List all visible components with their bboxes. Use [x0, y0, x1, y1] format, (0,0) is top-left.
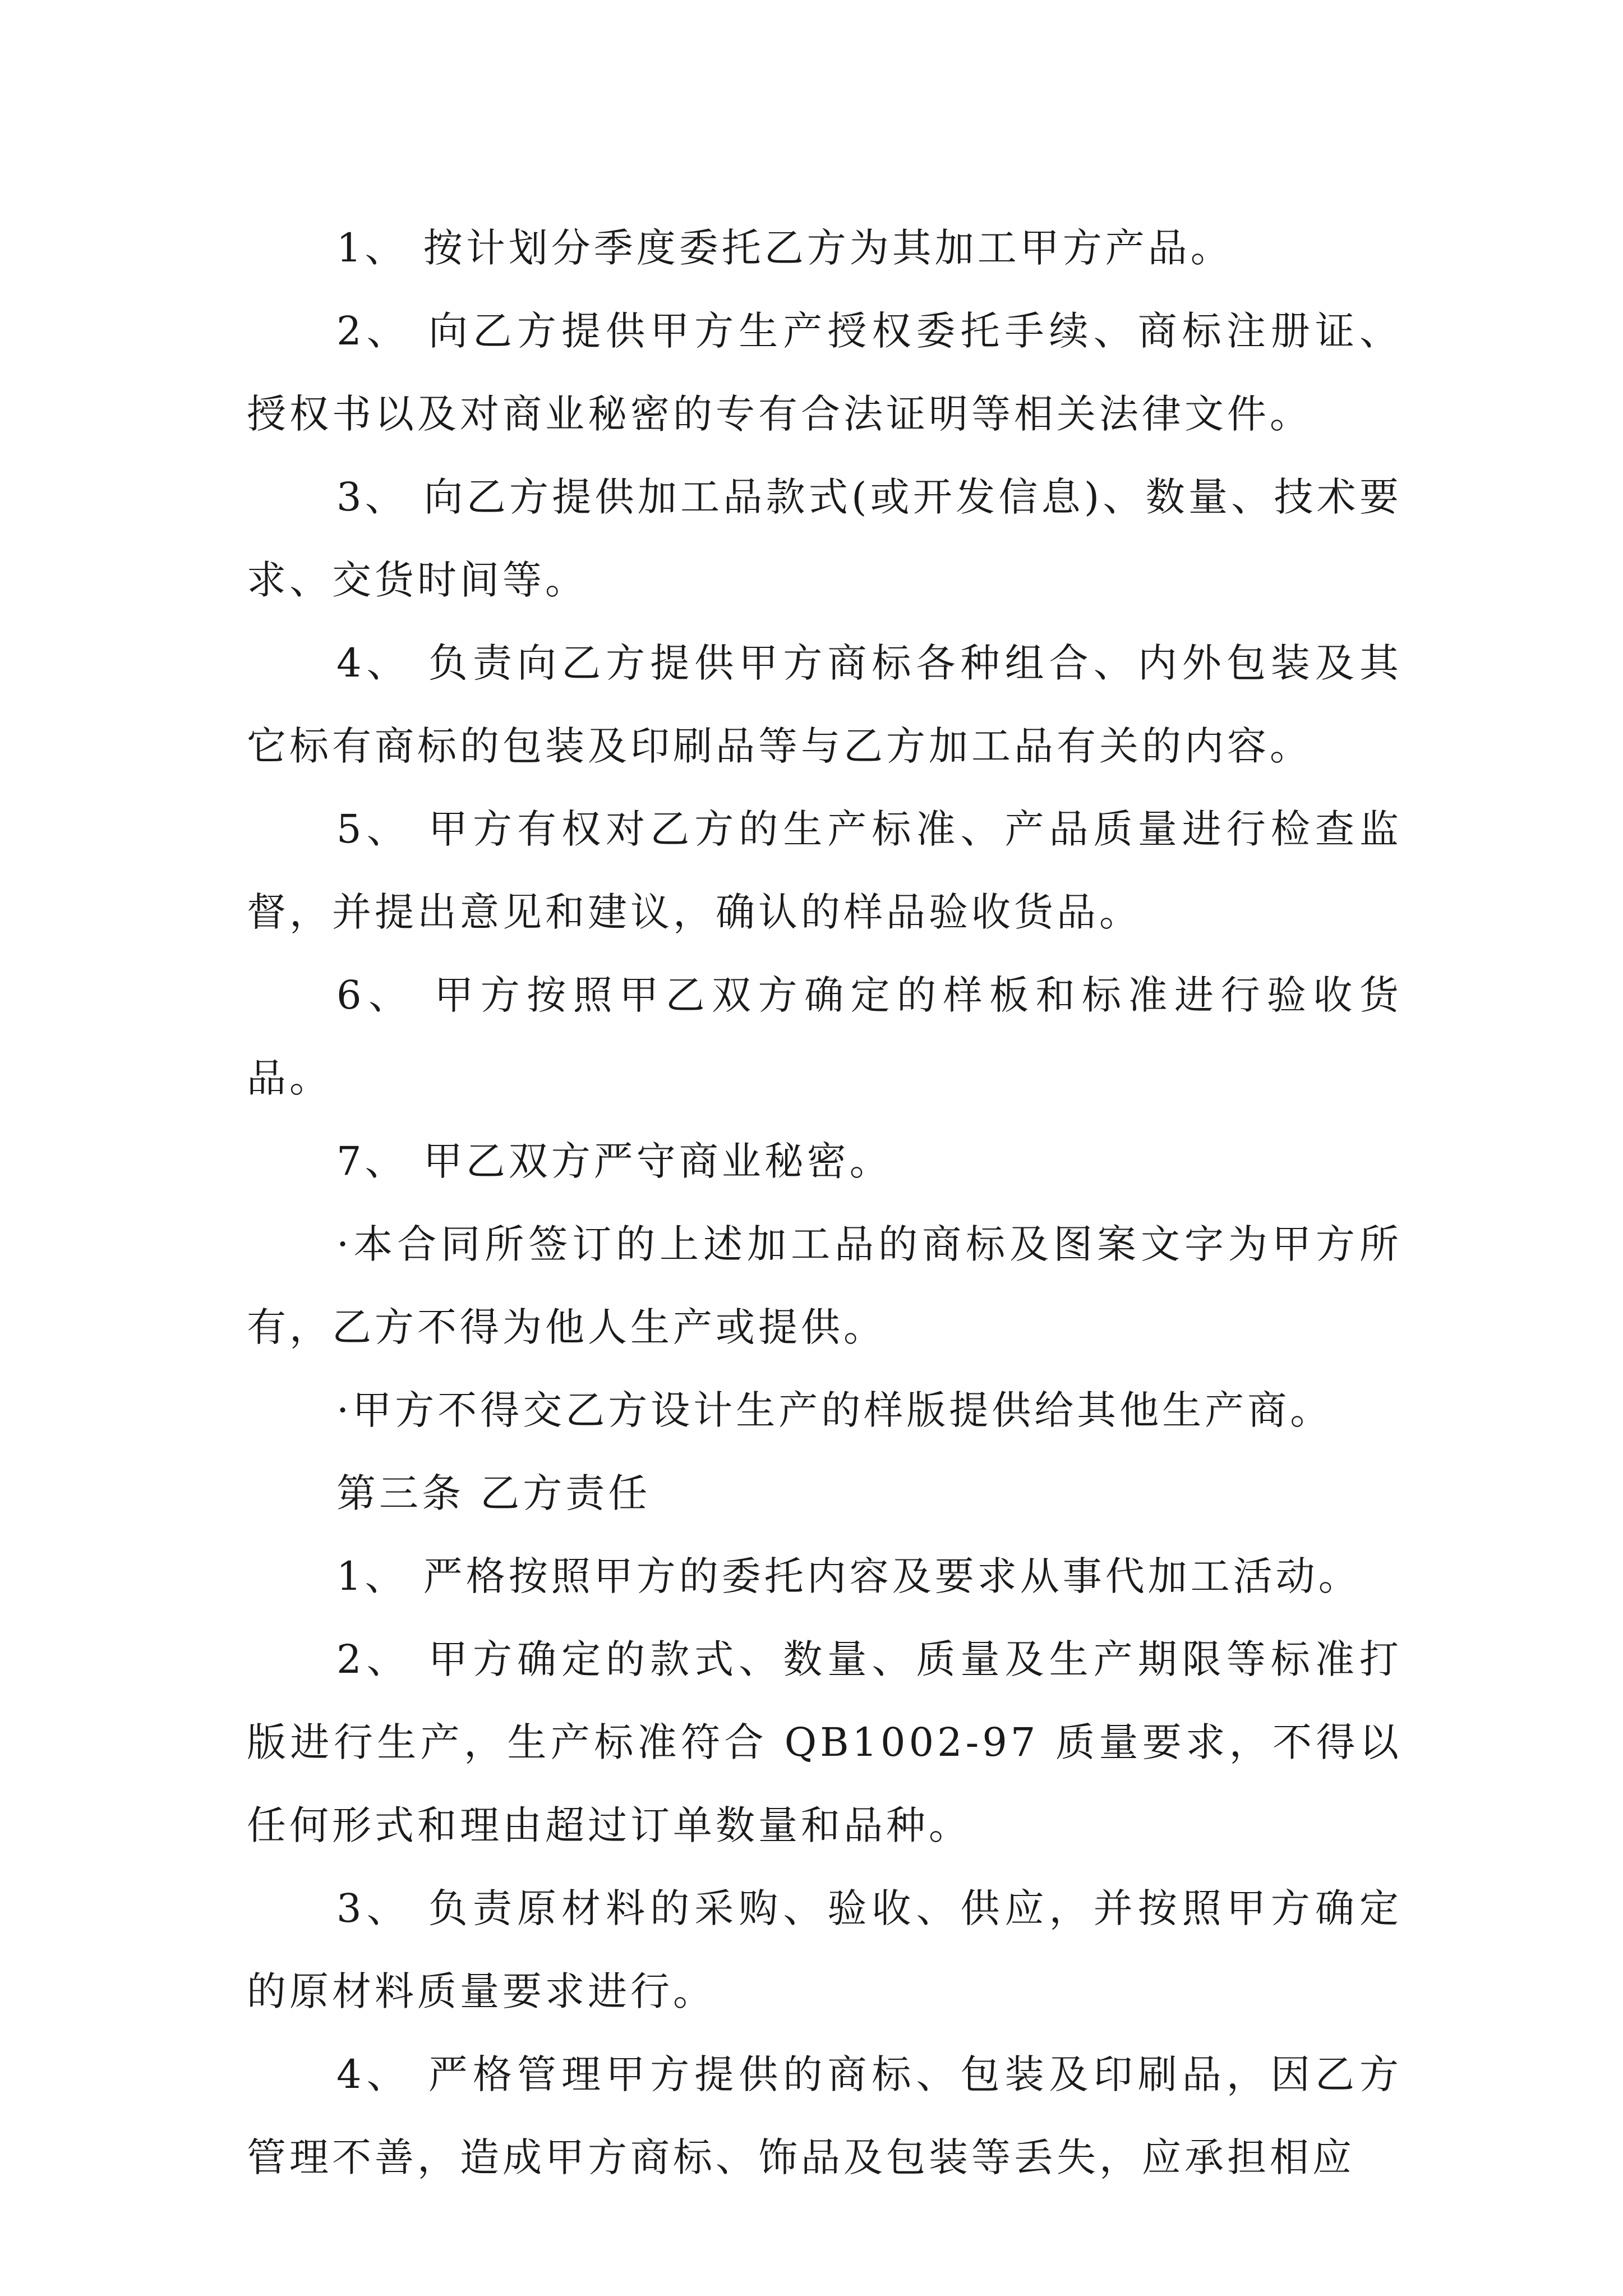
clause-paragraph: 4、 严格管理甲方提供的商标、包装及印刷品，因乙方管理不善，造成甲方商标、饰品及包装等丢失，应承担相应 — [247, 2051, 1402, 2180]
clause-paragraph: 6、 甲方按照甲乙双方确定的样板和标准进行验收货品。 — [247, 972, 1402, 1101]
clause-paragraph: 1、 严格按照甲方的委托内容及要求从事代加工活动。 — [336, 1553, 1361, 1599]
clause-paragraph: 5、 甲方有权对乙方的生产标准、产品质量进行检查监督，并提出意见和建议，确认的样品验收货品。 — [247, 806, 1402, 935]
bullet-paragraph: ·本合同所签订的上述加工品的商标及图案文字为甲方所有，乙方不得为他人生产或提供。 — [247, 1221, 1402, 1350]
clause-paragraph: 3、 负责原材料的采购、验收、供应，并按照甲方确定的原材料质量要求进行。 — [247, 1885, 1402, 2014]
clause-paragraph: 1、 按计划分季度委托乙方为其加工甲方产品。 — [336, 225, 1233, 271]
section-heading: 第三条 乙方责任 — [336, 1470, 651, 1516]
bullet-paragraph: ·甲方不得交乙方设计生产的样版提供给其他生产商。 — [336, 1387, 1333, 1433]
clause-paragraph: 7、 甲乙双方严守商业秘密。 — [336, 1138, 892, 1184]
clause-paragraph: 2、 向乙方提供甲方生产授权委托手续、商标注册证、授权书以及对商业秘密的专有合法证明等相关法律文件。 — [247, 308, 1402, 437]
clause-paragraph: 3、 向乙方提供加工品款式(或开发信息)、数量、技术要求、交货时间等。 — [247, 474, 1402, 603]
document-body — [247, 206, 1402, 2199]
clause-paragraph: 4、 负责向乙方提供甲方商标各种组合、内外包装及其它标有商标的包装及印刷品等与乙方加工品有关的内容。 — [247, 640, 1402, 769]
clause-paragraph: 2、 甲方确定的款式、数量、质量及生产期限等标准打版进行生产，生产标准符合 QB1002-97 质量要求，不得以任何形式和理由超过订单数量和品种。 — [247, 1636, 1402, 1848]
